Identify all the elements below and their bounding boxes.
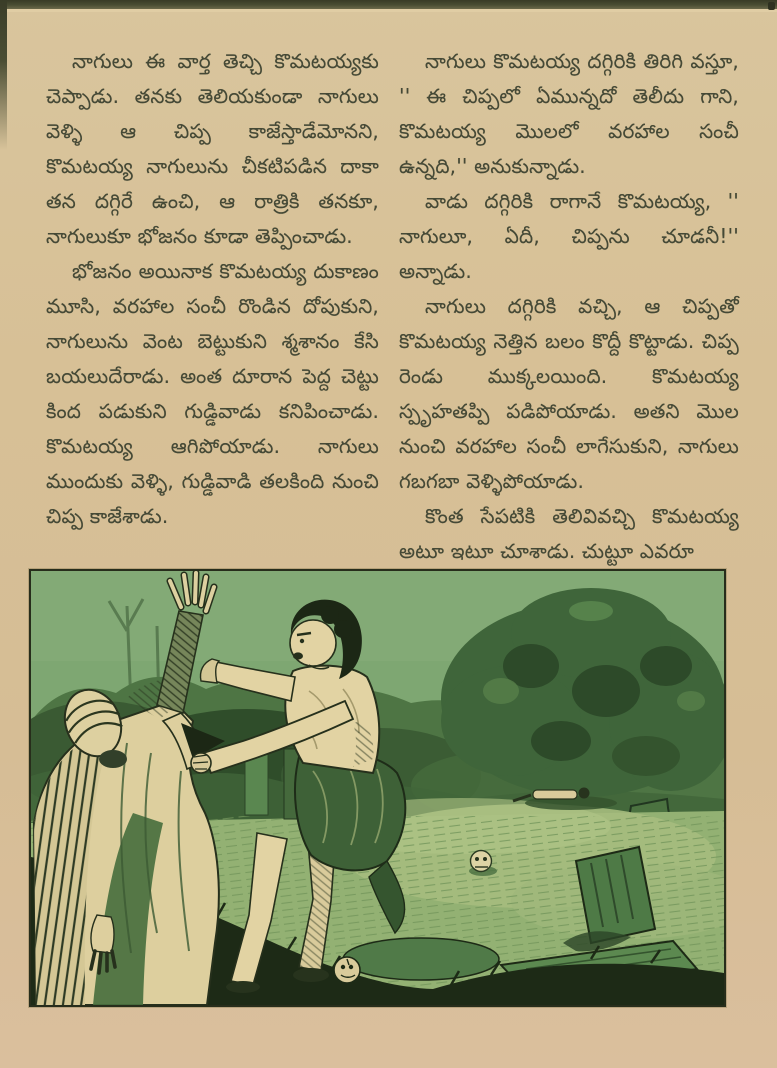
story-paragraph: వాడు దగ్గిరికి రాగానే కొమటయ్య, '' నాగులూ, ఏదీ, చిప్పను చూడనీ!'' అన్నాడు. <box>399 189 739 283</box>
page-top-edge-highlight <box>0 9 777 12</box>
page-left-edge-shadow <box>0 0 7 150</box>
story-paragraph: భోజనం అయినాక కొమటయ్య దుకాణం మూసి, వరహాల సంచీ రొండిన దోపుకుని, నాగులును వెంట బెట్టుకుని శ్మశానం కేసి బయలుదేరాడు. అంత దూరాన పెద్ద చెట్టు కింద పడుకుని గుడ్డివాడు కనిపించాడు. కొమటయ్య ఆగిపోయాడు. నాగులు ముందుకు వెళ్ళి, గుడ్డివాడి తలకింది నుంచి చిప్ప కాజేశాడు. <box>46 259 379 528</box>
story-paragraph: నాగులు దగ్గిరికి వచ్చి, ఆ చిప్పతో కొమటయ్య నెత్తిన బలం కొద్దీ కొట్టాడు. చిప్ప రెండు ముక్కలయింది. కొమటయ్య స్పృహతప్పి పడిపోయాడు. అతని మొల నుంచి వరహాల సంచీ లాగేసుకుని, నాగులు గబగబా వెళ్ళిపోయాడు. <box>399 294 739 493</box>
story-illustration <box>29 569 726 1007</box>
page-top-edge <box>0 0 777 9</box>
story-paragraph: నాగులు ఈ వార్త తెచ్చి కొమటయ్యకు చెప్పాడు. తనకు తెలియకుండా నాగులు వెళ్ళి ఆ చిప్ప కాజేస్తాడేమోనని, కొమటయ్య నాగులును చీకటిపడిన దాకా తన దగ్గిరే ఉంచి, ఆ రాత్రికి తనకూ, నాగులుకూ భోజనం కూడా తెప్పించాడు. <box>46 49 379 248</box>
story-paragraph: కొంత సేపటికి తెలివివచ్చి కొమటయ్య అటూ ఇటూ చూశాడు. చుట్టూ ఎవరూ <box>399 504 739 563</box>
story-paragraph: నాగులు కొమటయ్య దగ్గిరికి తిరిగి వస్తూ, '' ఈ చిప్పలో ఏమున్నదో తెలీదు గాని, కొమటయ్య మొలలో వరహాల సంచీ ఉన్నది,'' అనుకున్నాడు. <box>399 49 739 178</box>
text-column-right <box>399 44 739 569</box>
broken-shell-ball <box>334 957 360 983</box>
scan-artifact-dot <box>768 2 775 10</box>
text-column-left <box>46 44 379 534</box>
